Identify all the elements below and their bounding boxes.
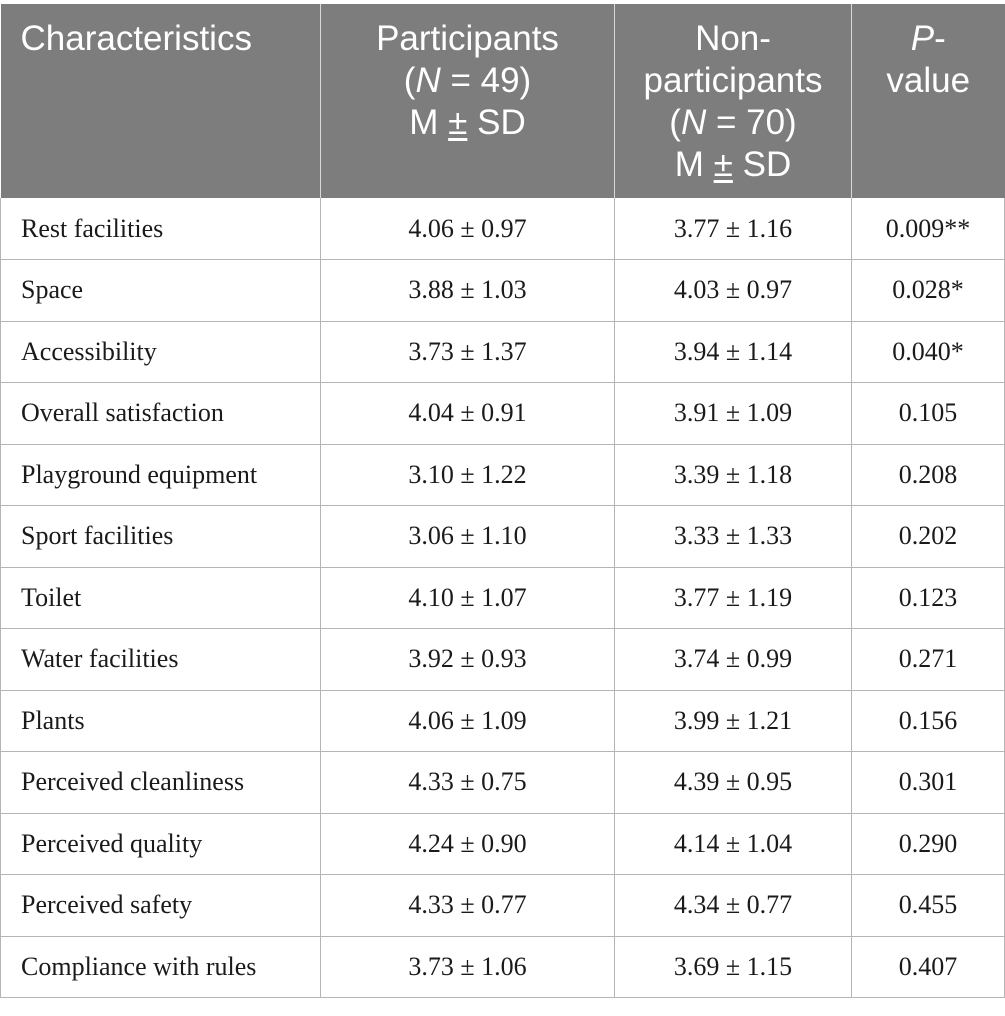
row-participants-value: 3.06 ± 1.10: [321, 506, 615, 568]
row-nonparticipants-value: 3.91 ± 1.09: [615, 383, 852, 445]
header-participants-n-open: (: [403, 61, 416, 100]
row-label: Plants: [1, 690, 321, 752]
header-participants-stat-m: M: [409, 103, 449, 142]
table-row: [1, 198, 1005, 260]
row-nonparticipants-value: 3.33 ± 1.33: [615, 506, 852, 568]
header-pvalue-p: P: [910, 19, 935, 58]
header-nonparticipants-label-1: Non-: [695, 19, 771, 58]
header-participants-label: Participants: [376, 19, 559, 58]
row-p-value: 0.123: [852, 567, 1005, 629]
table-row: [1, 629, 1005, 691]
row-participants-value: 4.33 ± 0.75: [321, 752, 615, 814]
row-participants-value: 3.88 ± 1.03: [321, 260, 615, 322]
row-p-value: 0.208: [852, 444, 1005, 506]
row-label: Sport facilities: [1, 506, 321, 568]
table-row: [1, 321, 1005, 383]
row-participants-value: 4.06 ± 1.09: [321, 690, 615, 752]
row-label: Perceived cleanliness: [1, 752, 321, 814]
data-table-container: [0, 4, 1004, 998]
row-nonparticipants-value: 3.74 ± 0.99: [615, 629, 852, 691]
row-label: Rest facilities: [1, 198, 321, 260]
header-pvalue-label-2: value: [886, 61, 971, 100]
row-nonparticipants-value: 3.77 ± 1.16: [615, 198, 852, 260]
row-participants-value: 4.33 ± 0.77: [321, 875, 615, 937]
header-participants-n-var: N: [415, 61, 441, 100]
row-participants-value: 3.10 ± 1.22: [321, 444, 615, 506]
header-characteristics-label: Characteristics: [20, 19, 252, 58]
row-participants-value: 3.73 ± 1.06: [321, 936, 615, 998]
row-p-value: 0.105: [852, 383, 1005, 445]
header-nonparticipants: [615, 4, 852, 198]
row-p-value: 0.156: [852, 690, 1005, 752]
row-label: Playground equipment: [1, 444, 321, 506]
header-participants-stat-sd: SD: [467, 103, 526, 142]
header-row: [1, 4, 1005, 198]
table-row: [1, 875, 1005, 937]
table-row: [1, 506, 1005, 568]
header-pvalue: [852, 4, 1005, 198]
characteristics-table: [0, 4, 1005, 998]
row-p-value: 0.407: [852, 936, 1005, 998]
row-label: Overall satisfaction: [1, 383, 321, 445]
header-pvalue-dash: -: [934, 19, 946, 58]
header-nonparticipants-stat-m: M: [674, 145, 714, 184]
row-label: Compliance with rules: [1, 936, 321, 998]
table-row: [1, 690, 1005, 752]
row-nonparticipants-value: 3.94 ± 1.14: [615, 321, 852, 383]
row-p-value: 0.455: [852, 875, 1005, 937]
row-p-value: 0.009**: [852, 198, 1005, 260]
header-participants-stat-pm: ±: [448, 103, 468, 142]
row-label: Space: [1, 260, 321, 322]
row-participants-value: 4.10 ± 1.07: [321, 567, 615, 629]
table-body: [1, 198, 1005, 998]
header-participants-n: [329, 60, 606, 102]
row-participants-value: 3.92 ± 0.93: [321, 629, 615, 691]
row-label: Water facilities: [1, 629, 321, 691]
table-row: [1, 260, 1005, 322]
header-nonparticipants-label-2: participants: [643, 61, 823, 100]
row-participants-value: 4.24 ± 0.90: [321, 813, 615, 875]
table-row: [1, 567, 1005, 629]
row-p-value: 0.271: [852, 629, 1005, 691]
row-p-value: 0.202: [852, 506, 1005, 568]
row-p-value: 0.290: [852, 813, 1005, 875]
row-p-value: 0.028*: [852, 260, 1005, 322]
table-row: [1, 936, 1005, 998]
header-pvalue-label-1: [860, 18, 997, 60]
row-label: Accessibility: [1, 321, 321, 383]
row-nonparticipants-value: 4.03 ± 0.97: [615, 260, 852, 322]
header-nonparticipants-n: [623, 102, 843, 144]
header-characteristics: [1, 4, 321, 198]
row-nonparticipants-value: 4.14 ± 1.04: [615, 813, 852, 875]
header-participants: [321, 4, 615, 198]
table-row: [1, 752, 1005, 814]
row-nonparticipants-value: 3.69 ± 1.15: [615, 936, 852, 998]
header-nonparticipants-n-value: = 70): [706, 103, 797, 142]
row-nonparticipants-value: 3.77 ± 1.19: [615, 567, 852, 629]
table-header: [1, 4, 1005, 198]
row-nonparticipants-value: 4.34 ± 0.77: [615, 875, 852, 937]
header-nonparticipants-stat-sd: SD: [732, 145, 792, 184]
row-nonparticipants-value: 4.39 ± 0.95: [615, 752, 852, 814]
row-nonparticipants-value: 3.39 ± 1.18: [615, 444, 852, 506]
row-p-value: 0.040*: [852, 321, 1005, 383]
table-row: [1, 813, 1005, 875]
row-participants-value: 4.06 ± 0.97: [321, 198, 615, 260]
header-nonparticipants-n-open: (: [669, 103, 681, 142]
table-row: [1, 383, 1005, 445]
row-participants-value: 3.73 ± 1.37: [321, 321, 615, 383]
header-participants-n-value: = 49): [440, 61, 532, 100]
row-participants-value: 4.04 ± 0.91: [321, 383, 615, 445]
row-p-value: 0.301: [852, 752, 1005, 814]
header-nonparticipants-n-var: N: [680, 103, 707, 142]
row-label: Perceived quality: [1, 813, 321, 875]
row-label: Toilet: [1, 567, 321, 629]
header-participants-stat: [329, 102, 606, 144]
header-nonparticipants-stat: [623, 144, 843, 186]
row-label: Perceived safety: [1, 875, 321, 937]
row-nonparticipants-value: 3.99 ± 1.21: [615, 690, 852, 752]
table-row: [1, 444, 1005, 506]
header-nonparticipants-stat-pm: ±: [713, 145, 733, 184]
